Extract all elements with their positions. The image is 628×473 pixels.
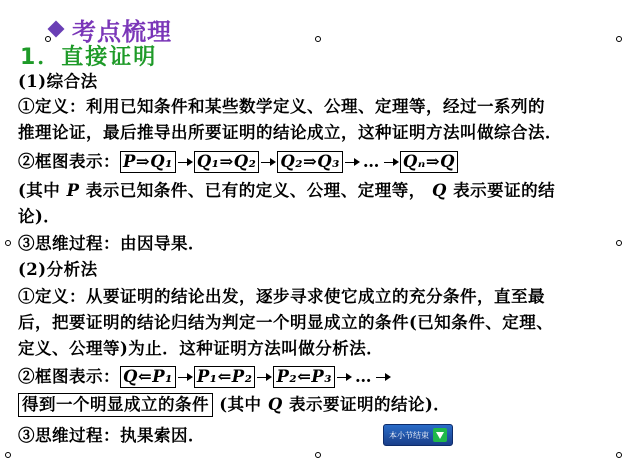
flow-box: Qₙ⇒Q (400, 151, 458, 173)
analysis-definition-line-2: 后，把要证明的结论归结为判定一个明显成立的条件(已知条件、定理、 (18, 313, 554, 332)
synthesis-process: ③思维过程：由因导果． (18, 234, 205, 253)
frame-dot (5, 452, 11, 458)
analysis-diagram-label: ②框图表示： (18, 367, 120, 386)
right-arrow-icon (335, 367, 353, 387)
right-arrow-icon (176, 152, 194, 172)
section-title: 1．直接证明 (20, 45, 158, 70)
chevron-down-icon (433, 428, 447, 442)
synthesis-title: (1)综合法 (18, 72, 98, 91)
frame-dot (315, 36, 321, 42)
synthesis-note (18, 179, 555, 203)
diamond-icon (48, 21, 65, 38)
analysis-flow-diagram (18, 365, 392, 389)
frame-dot (5, 240, 11, 246)
analysis-note (18, 393, 450, 417)
flow-box: P₁⇐P₂ (194, 366, 256, 388)
right-arrow-icon (255, 367, 273, 387)
section-end-label: 本小节结束 (389, 430, 429, 440)
frame-dot (315, 452, 321, 458)
flow-box: P₂⇐P₃ (273, 366, 335, 388)
note-text: 表示已知条件、已有的定义、公理、定理等， (85, 181, 426, 200)
analysis-title: (2)分析法 (18, 260, 98, 279)
symbol-p: P (66, 181, 80, 200)
frame-dot (616, 36, 622, 42)
synthesis-definition-line-1: ①定义：利用已知条件和某些数学定义、公理、定理等，经过一系列的 (18, 97, 545, 116)
note-text: (其中 (219, 395, 262, 414)
frame-dot (616, 240, 622, 246)
frame-dot (616, 452, 622, 458)
section-end-button[interactable] (383, 424, 453, 446)
symbol-q: Q (267, 395, 283, 414)
slide-heading-text: 考点梳理 (72, 17, 172, 46)
right-arrow-icon (382, 152, 400, 172)
synthesis-flow-diagram (18, 150, 458, 174)
flow-box: Q₁⇒Q₂ (194, 151, 260, 173)
right-arrow-icon (343, 152, 361, 172)
note-text: 表示要证明的结论)． (288, 395, 451, 414)
flow-box: P⇒Q₁ (120, 151, 176, 173)
note-text: (其中 (18, 181, 61, 200)
note-text: 表示要证的结 (453, 181, 556, 200)
flow-ellipsis: … (362, 152, 380, 171)
flow-box: Q⇐P₁ (120, 366, 176, 388)
symbol-q: Q (431, 181, 447, 200)
synthesis-definition-line-2: 推理论证，最后推导出所要证明的结论成立，这种证明方法叫做综合法． (18, 123, 562, 142)
right-arrow-icon (374, 367, 392, 387)
synthesis-diagram-label: ②框图表示： (18, 152, 120, 171)
analysis-process: ③思维过程：执果索因． (18, 426, 205, 445)
analysis-definition-line-1: ①定义：从要证明的结论出发，逐步寻求使它成立的充分条件，直至最 (18, 287, 545, 306)
right-arrow-icon (176, 367, 194, 387)
flow-end-box: 得到一个明显成立的条件 (18, 393, 213, 417)
right-arrow-icon (259, 152, 277, 172)
synthesis-note-end: 论)． (18, 207, 61, 226)
analysis-definition-line-3: 定义、公理等)为止．这种证明方法叫做分析法． (18, 339, 384, 358)
flow-ellipsis: … (355, 367, 373, 386)
flow-box: Q₂⇒Q₃ (277, 151, 343, 173)
